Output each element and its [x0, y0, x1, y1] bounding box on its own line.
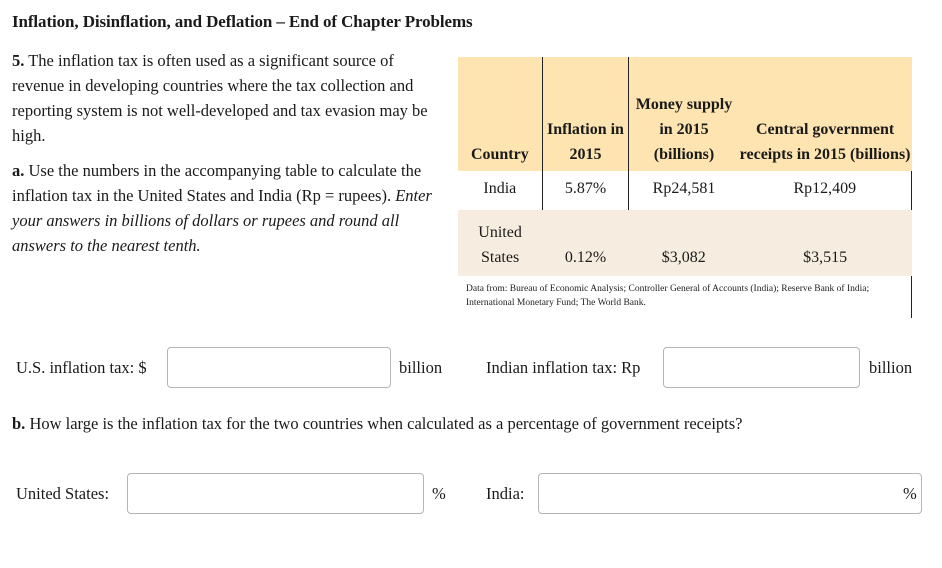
table-row	[458, 171, 912, 210]
table-source-note: Data from: Bureau of Economic Analysis; Controller General of Accounts (India); Reserve Bank of India; International Monetary Fund; The World Bank.	[458, 276, 912, 318]
us-inflation-tax-input[interactable]	[167, 347, 391, 388]
part-a-text: Use the numbers in the accompanying table to calculate the inflation tax in the United States and India (Rp = rupees).	[12, 161, 422, 205]
part-a-label: a.	[12, 161, 25, 180]
part-a-instruction: Enter your answers in billions of dollars or rupees and round all answers to the nearest tenth.	[12, 186, 432, 255]
problem-number: 5.	[12, 51, 25, 70]
cell-money-supply: Rp24,581	[629, 171, 739, 210]
india-percentage-input[interactable]	[538, 473, 922, 514]
india-percentage-unit: %	[903, 484, 917, 503]
table-header-row	[458, 57, 912, 171]
header-country: Country	[458, 57, 542, 171]
data-table	[458, 57, 912, 318]
us-percentage-unit: %	[432, 484, 446, 503]
part-a-question	[12, 158, 452, 258]
us-inflation-tax-label: U.S. inflation tax: $	[16, 358, 147, 377]
part-b-label: b.	[12, 414, 26, 433]
header-money-supply: Money supply in 2015 (billions)	[629, 57, 739, 171]
cell-government-receipts: $3,515	[739, 210, 912, 276]
cell-country: United States	[458, 210, 542, 276]
india-inflation-tax-label: Indian inflation tax: Rp	[486, 358, 641, 377]
part-b-text: How large is the inflation tax for the two countries when calculated as a percentage of government receipts?	[25, 414, 743, 433]
us-percentage-input[interactable]	[127, 473, 424, 514]
india-inflation-tax-unit: billion	[869, 358, 913, 377]
india-percentage-label: India:	[486, 484, 525, 503]
cell-government-receipts: Rp12,409	[739, 171, 912, 210]
cell-money-supply: $3,082	[629, 210, 739, 276]
us-inflation-tax-unit: billion	[399, 358, 443, 377]
us-percentage-label: United States:	[16, 484, 110, 503]
header-inflation: Inflation in 2015	[542, 57, 629, 171]
problem-text: The inflation tax is often used as a significant source of revenue in developing countries where the tax collection and reporting system is not well-developed and tax evasion may be high.	[12, 51, 428, 145]
cell-inflation: 0.12%	[542, 210, 629, 276]
part-b-question	[12, 414, 742, 434]
page-title: Inflation, Disinflation, and Deflation – End of Chapter Problems	[12, 12, 473, 31]
problem-statement	[12, 48, 444, 148]
india-inflation-tax-input[interactable]	[663, 347, 860, 388]
cell-inflation: 5.87%	[542, 171, 629, 210]
table-source-row	[458, 276, 912, 318]
cell-country: India	[458, 171, 542, 210]
header-government-receipts: Central government receipts in 2015 (billions)	[739, 57, 912, 171]
table-row	[458, 210, 912, 276]
